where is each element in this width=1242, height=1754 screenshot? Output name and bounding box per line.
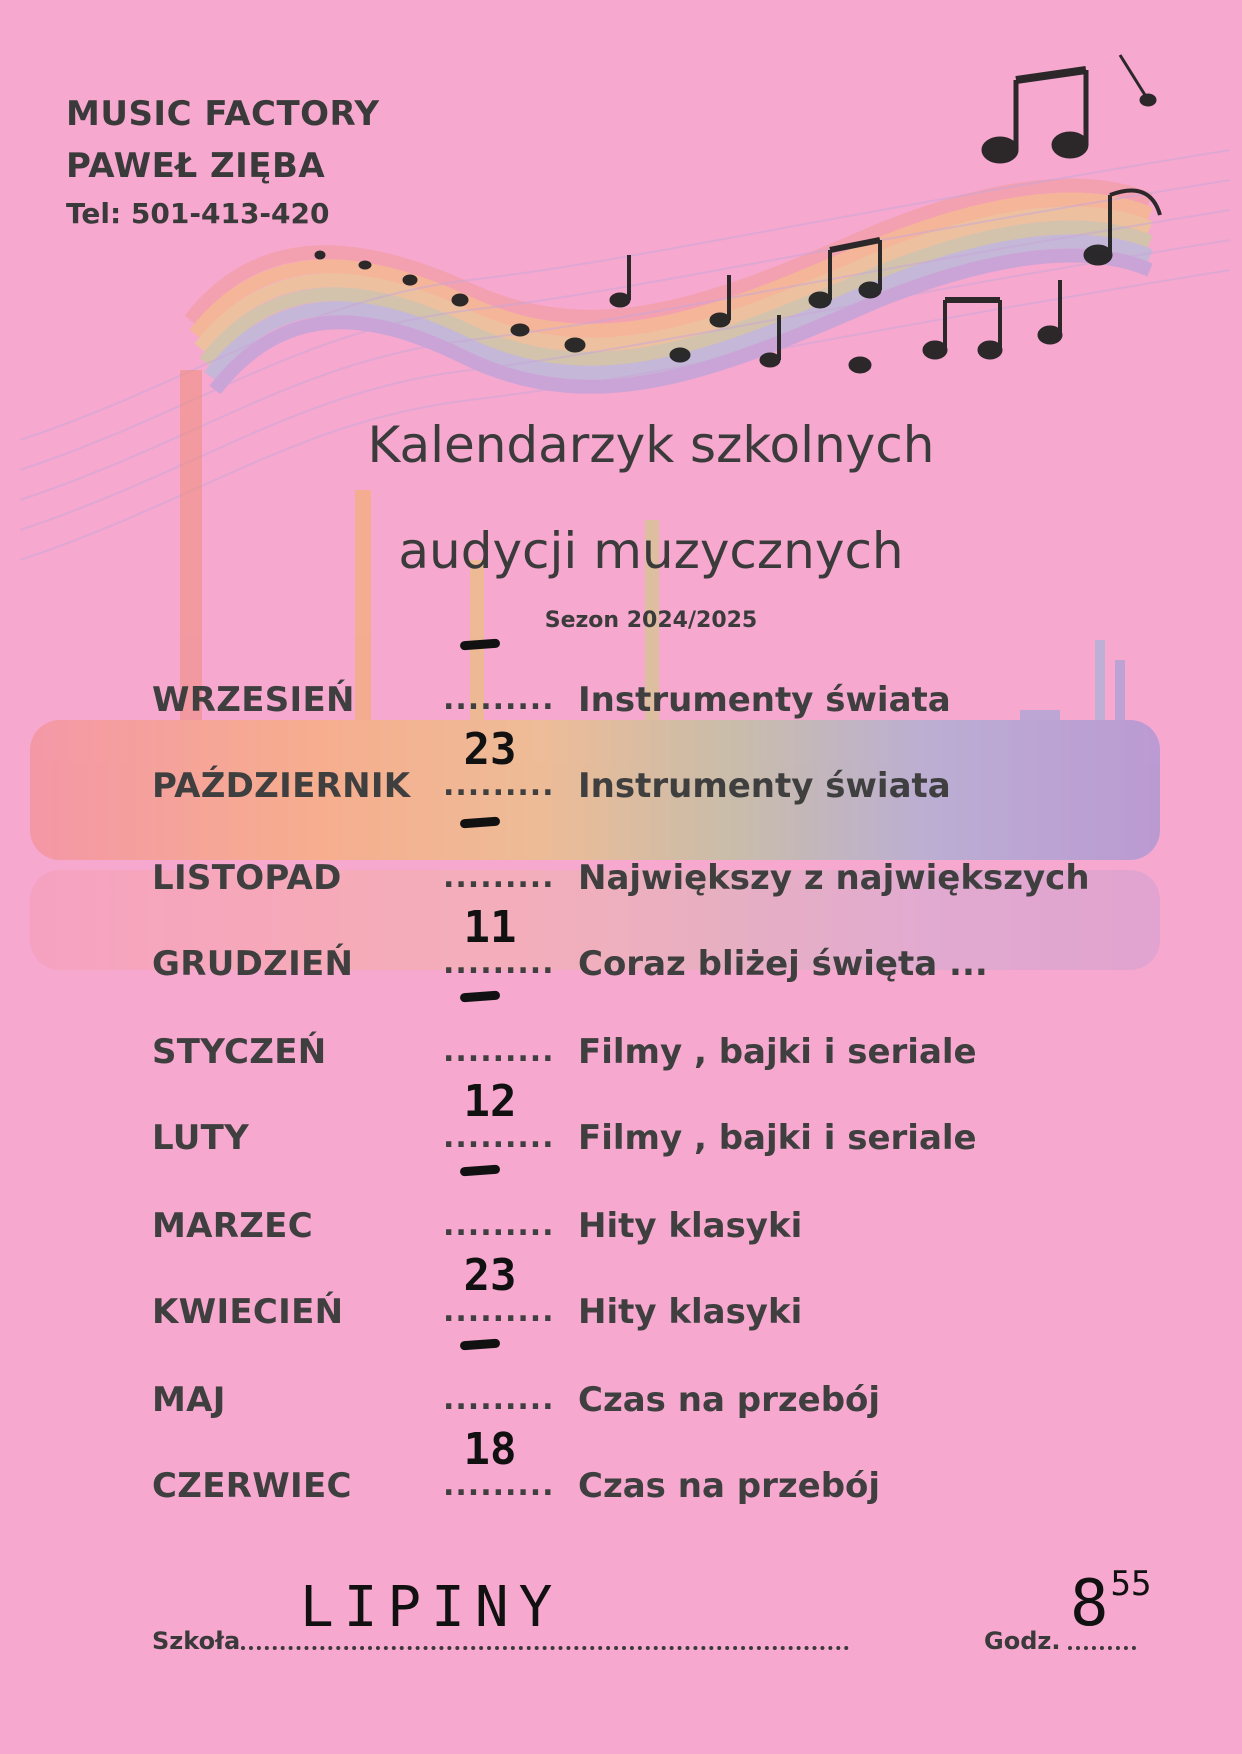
topic-label: Hity klasyki bbox=[578, 1292, 803, 1332]
date-dots: ......... bbox=[443, 1120, 555, 1155]
school-dotted-line bbox=[241, 1646, 849, 1650]
topic-label: Filmy , bajki i seriale bbox=[578, 1032, 977, 1072]
hour-value: 8 bbox=[1070, 1567, 1109, 1641]
date-dots: ......... bbox=[443, 768, 555, 803]
topic-label: Czas na przebój bbox=[578, 1380, 881, 1420]
page-title-line-2: audycji muzycznych bbox=[398, 522, 904, 580]
handwritten-day: 23 bbox=[463, 1250, 517, 1301]
handwritten-day: 18 bbox=[463, 1424, 517, 1475]
topic-label: Największy z największych bbox=[578, 858, 1090, 898]
date-dots: ......... bbox=[443, 946, 555, 981]
topic-label: Coraz bliżej święta ... bbox=[578, 944, 988, 984]
date-dots: ......... bbox=[443, 1034, 555, 1069]
hour-dotted-line bbox=[1068, 1646, 1136, 1650]
month-label: CZERWIEC bbox=[152, 1466, 352, 1506]
hour-minutes: 55 bbox=[1110, 1564, 1152, 1604]
hour-handwritten-value bbox=[1070, 1564, 1151, 1641]
month-label: LUTY bbox=[152, 1118, 250, 1158]
company-owner: PAWEŁ ZIĘBA bbox=[66, 146, 326, 186]
topic-label: Instrumenty świata bbox=[578, 766, 951, 806]
topic-label: Filmy , bajki i seriale bbox=[578, 1118, 977, 1158]
handwritten-day: 23 bbox=[463, 724, 517, 775]
page-title-line-1: Kalendarzyk szkolnych bbox=[367, 416, 935, 474]
month-label: WRZESIEŃ bbox=[152, 680, 355, 720]
school-handwritten-value: LIPINY bbox=[300, 1575, 563, 1640]
company-name: MUSIC FACTORY bbox=[66, 94, 380, 134]
hour-label: Godz. bbox=[984, 1627, 1061, 1655]
date-dots: ......... bbox=[443, 860, 555, 895]
date-dots: ......... bbox=[443, 1208, 555, 1243]
month-label: PAŹDZIERNIK bbox=[152, 766, 411, 806]
handwritten-day: 11 bbox=[463, 902, 517, 953]
season-label: Sezon 2024/2025 bbox=[544, 608, 758, 633]
month-label: MARZEC bbox=[152, 1206, 313, 1246]
month-label: STYCZEŃ bbox=[152, 1032, 327, 1072]
school-label: Szkoła bbox=[152, 1627, 241, 1655]
month-label: LISTOPAD bbox=[152, 858, 342, 898]
date-dots: ......... bbox=[443, 1382, 555, 1417]
date-dots: ......... bbox=[443, 1294, 555, 1329]
month-label: MAJ bbox=[152, 1380, 226, 1420]
topic-label: Instrumenty świata bbox=[578, 680, 951, 720]
date-dots: ......... bbox=[443, 1468, 555, 1503]
month-label: GRUDZIEŃ bbox=[152, 944, 354, 984]
topic-label: Czas na przebój bbox=[578, 1466, 881, 1506]
company-phone: Tel: 501-413-420 bbox=[66, 197, 330, 230]
date-dots: ......... bbox=[443, 682, 555, 717]
topic-label: Hity klasyki bbox=[578, 1206, 803, 1246]
handwritten-day: 12 bbox=[463, 1076, 517, 1127]
month-label: KWIECIEŃ bbox=[152, 1292, 344, 1332]
